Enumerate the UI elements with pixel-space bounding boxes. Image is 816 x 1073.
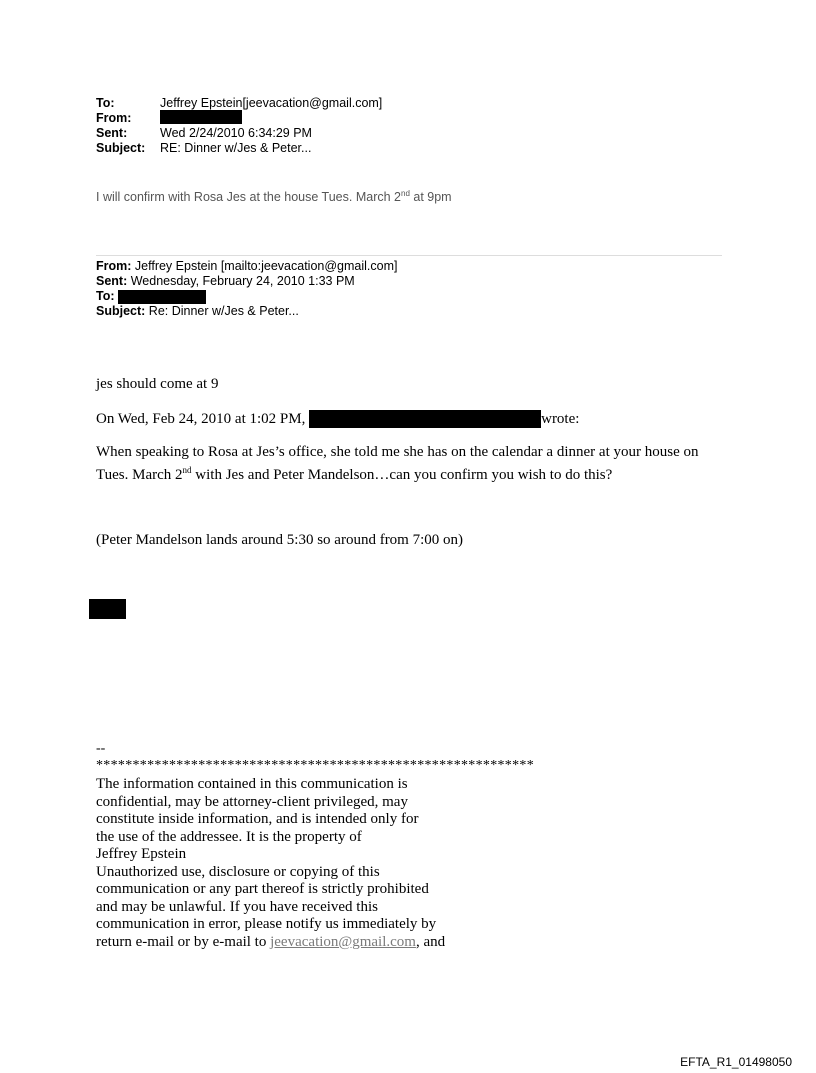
- quoted-from-value: Jeffrey Epstein [mailto:jeevacation@gmail.com]: [131, 259, 398, 273]
- sent-label: Sent:: [96, 126, 128, 140]
- on-wed-line: [96, 410, 579, 428]
- message-paragraph: [96, 443, 726, 484]
- para-part: with Jes and Peter Mandelson…can you confirm you wish to do this?: [191, 467, 613, 483]
- message-paragraph-2: (Peter Mandelson lands around 5:30 so around from 7:00 on): [96, 532, 464, 548]
- document-id: EFTA_R1_01498050: [680, 1055, 792, 1069]
- para-sup: nd: [182, 465, 192, 475]
- quoted-subject-label: Subject:: [96, 304, 146, 318]
- disclaimer: [96, 776, 445, 951]
- subject-value: RE: Dinner w/Jes & Peter...: [160, 141, 312, 155]
- to-row: [96, 96, 382, 111]
- quoted-to-label: To:: [96, 289, 115, 303]
- disclaimer-line: [96, 934, 445, 952]
- reply-text-part: at 9pm: [409, 190, 452, 205]
- quoted-sent-row: [96, 274, 397, 289]
- redaction-block: [160, 110, 242, 124]
- redaction-block: [118, 290, 206, 304]
- to-label: To:: [96, 96, 115, 110]
- redaction-block: [89, 599, 126, 619]
- disclaimer-line: Jeffrey Epstein: [96, 846, 187, 862]
- quoted-sent-label: Sent:: [96, 274, 128, 288]
- subject-row: [96, 141, 382, 156]
- quoted-subject-row: [96, 304, 397, 319]
- footer-dashes: --: [96, 741, 106, 756]
- on-wed-prefix: On Wed, Feb 24, 2010 at 1:02 PM,: [96, 411, 306, 427]
- disclaimer-line: communication in error, please notify us immediately by: [96, 916, 437, 932]
- reply-text: [96, 189, 452, 204]
- to-value: Jeffrey Epstein[jeevacation@gmail.com]: [160, 96, 383, 110]
- disclaimer-line: confidential, may be attorney-client privileged, may: [96, 793, 408, 810]
- disclaimer-line: The information contained in this communication is: [96, 776, 408, 792]
- quoted-to-row: [96, 289, 397, 304]
- sent-value: Wed 2/24/2010 6:34:29 PM: [160, 126, 312, 140]
- from-row: [96, 111, 382, 126]
- disclaimer-line: and may be unlawful. If you have received this: [96, 898, 378, 915]
- quoted-header: [96, 259, 397, 319]
- disclaimer-line: communication or any part thereof is strictly prohibited: [96, 881, 429, 897]
- disclaimer-line: the use of the addressee. It is the property of: [96, 828, 362, 845]
- quoted-from-row: [96, 259, 397, 274]
- disclaimer-line: constitute inside information, and is intended only for: [96, 811, 419, 827]
- disclaimer-suffix: , and: [415, 933, 446, 950]
- quoted-subject-value: Re: Dinner w/Jes & Peter...: [145, 304, 299, 318]
- divider: [96, 255, 722, 256]
- subject-label: Subject:: [96, 141, 146, 155]
- redaction-block: [309, 410, 541, 428]
- reply-text-sup: nd: [401, 189, 410, 198]
- footer-stars: ************************************************************: [96, 758, 534, 773]
- on-wed-suffix: wrote:: [541, 411, 580, 427]
- reply-text-part: I will confirm with Rosa Jes at the house Tues. March 2: [96, 190, 401, 205]
- message-line: jes should come at 9: [96, 376, 219, 392]
- from-label: From:: [96, 111, 132, 125]
- quoted-from-label: From:: [96, 259, 132, 273]
- sent-row: [96, 126, 382, 141]
- disclaimer-prefix: return e-mail or by e-mail to: [96, 933, 271, 950]
- email-link[interactable]: jeevacation@gmail.com: [270, 933, 416, 950]
- email-header: [96, 96, 382, 156]
- quoted-sent-value: Wednesday, February 24, 2010 1:33 PM: [127, 274, 355, 288]
- para-part: When speaking to Rosa at Jes’s office, she told me she has on the calendar a dinner at your house on Tues. March 2: [96, 444, 699, 483]
- disclaimer-line: Unauthorized use, disclosure or copying of this: [96, 863, 380, 880]
